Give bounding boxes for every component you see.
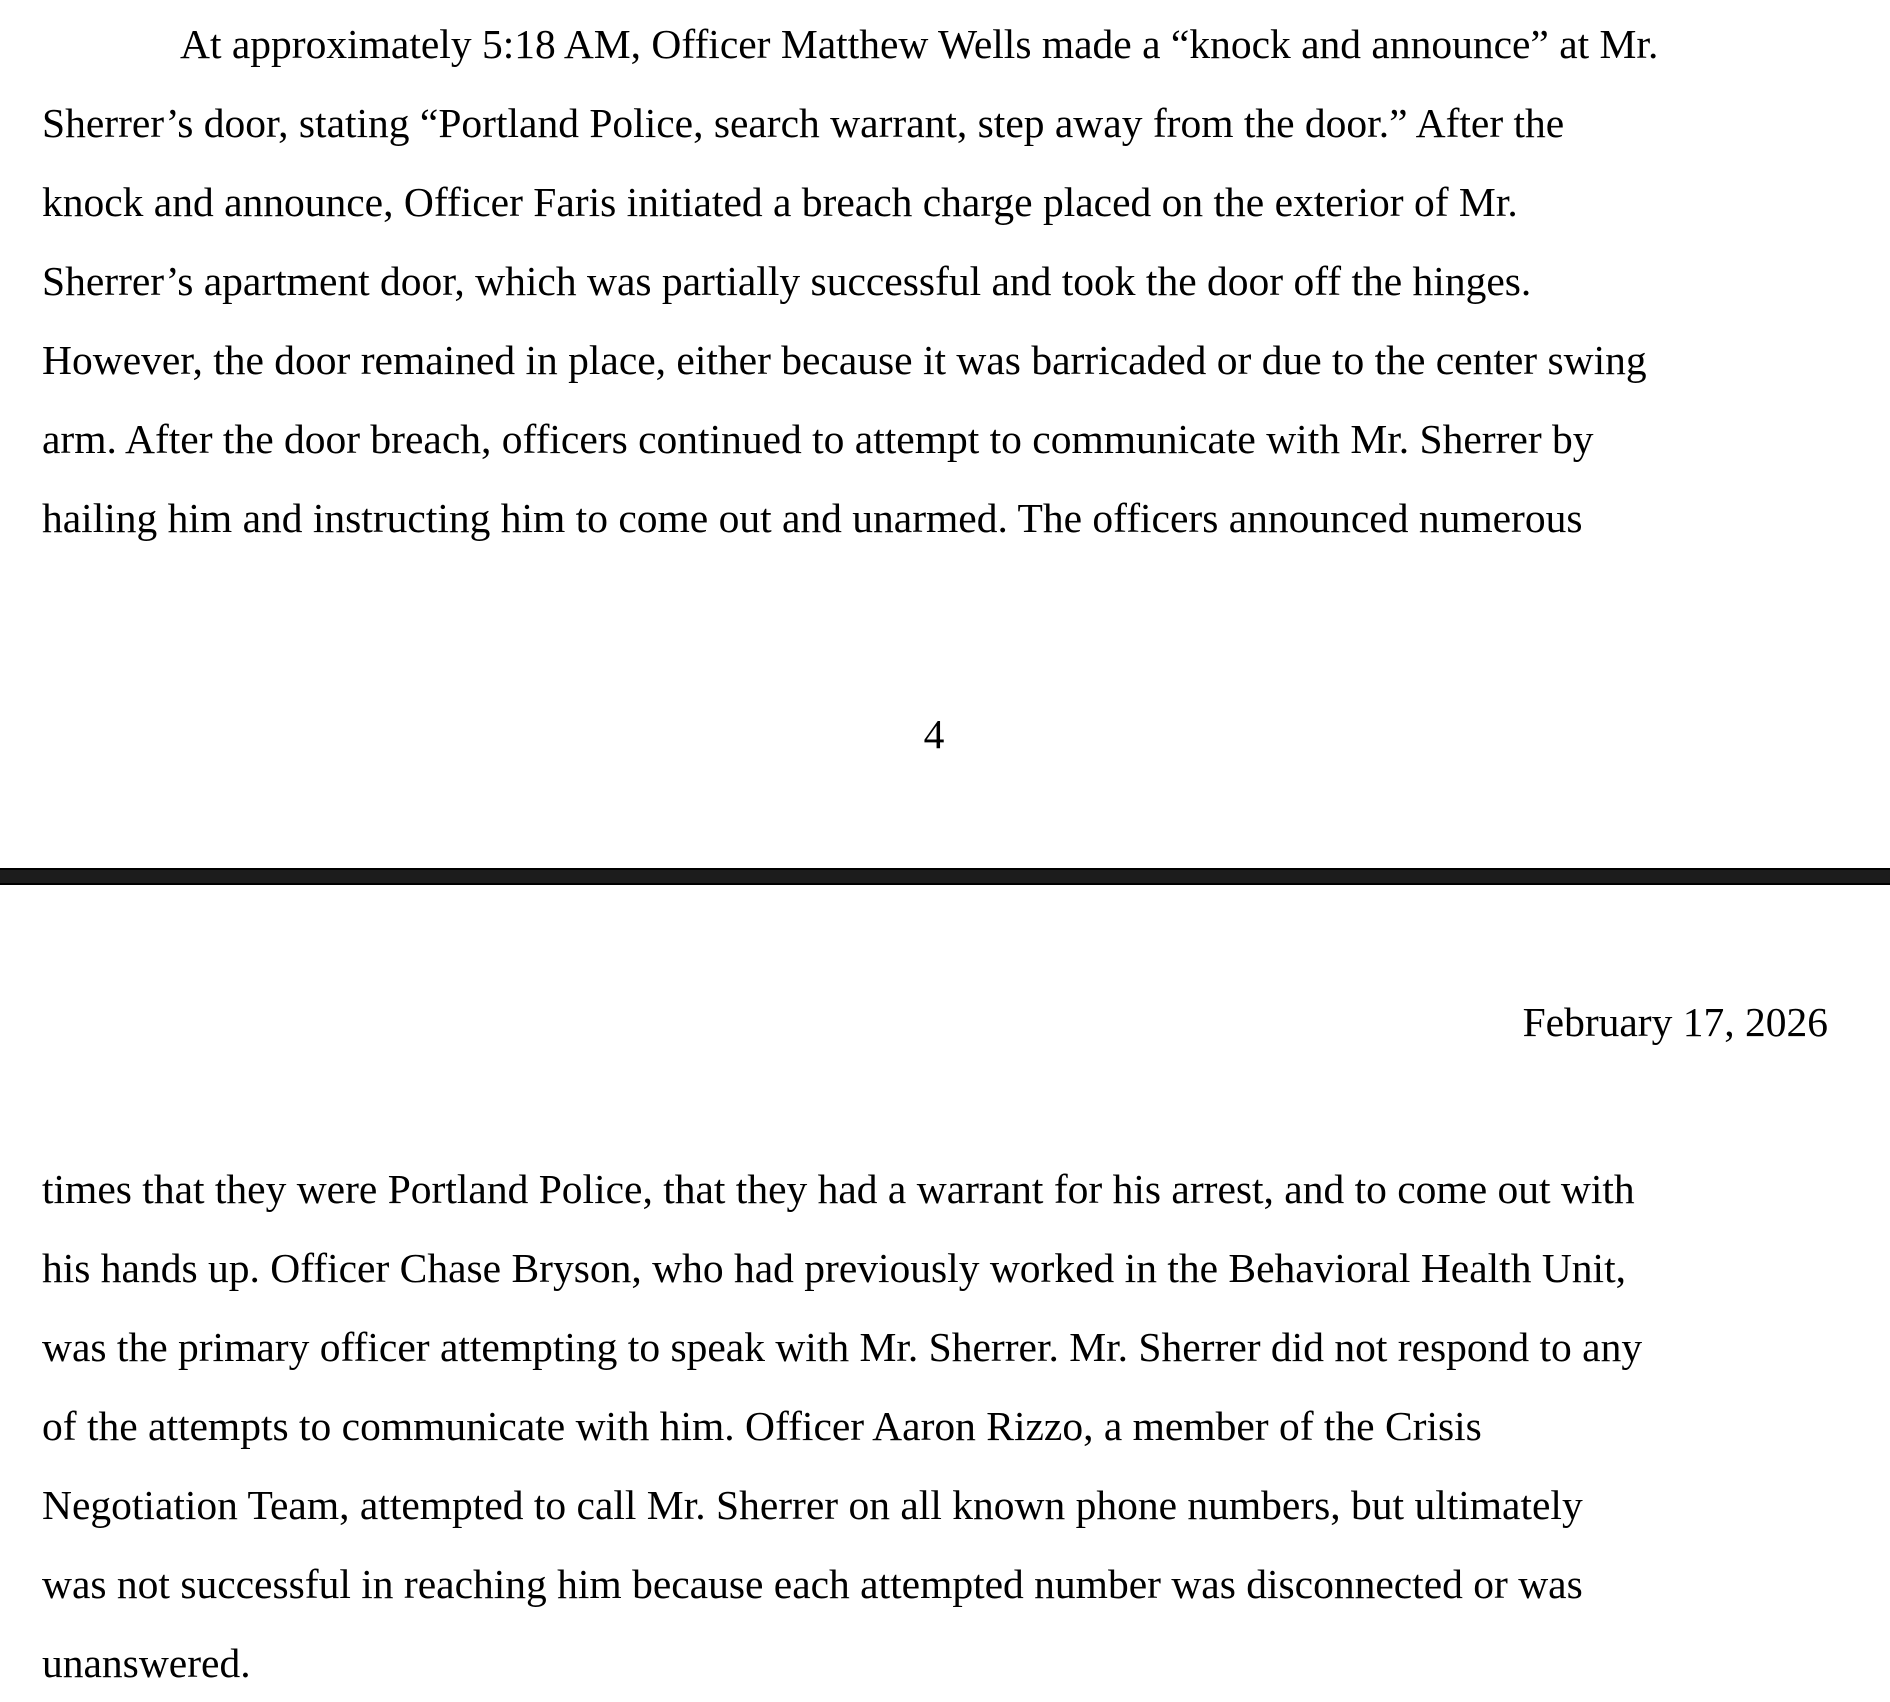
page-divider	[0, 868, 1890, 885]
paragraph-line: Sherrer’s apartment door, which was partially successful and took the door off the hinges.	[42, 258, 1532, 304]
paragraph-line: At approximately 5:18 AM, Officer Matthew Wells made a “knock and announce” at Mr.	[180, 21, 1659, 67]
paragraph-line: knock and announce, Officer Faris initiated a breach charge placed on the exterior of Mr.	[42, 179, 1518, 225]
paragraph-line: times that they were Portland Police, that they had a warrant for his arrest, and to come out with	[42, 1166, 1635, 1212]
paragraph-line: arm. After the door breach, officers continued to attempt to communicate with Mr. Sherrer by	[42, 416, 1594, 462]
paragraph-line: However, the door remained in place, either because it was barricaded or due to the center swing	[42, 337, 1647, 383]
paragraph-line: hailing him and instructing him to come out and unarmed. The officers announced numerous	[42, 495, 1583, 541]
page-number: 4	[923, 711, 945, 757]
paragraph-line: was not successful in reaching him because each attempted number was disconnected or was	[42, 1561, 1583, 1607]
paragraph-line: unanswered.	[42, 1640, 251, 1686]
header-date: February 17, 2026	[1522, 999, 1828, 1045]
paragraph-line: was the primary officer attempting to speak with Mr. Sherrer. Mr. Sherrer did not respond to any	[42, 1324, 1643, 1370]
paragraph-line: Negotiation Team, attempted to call Mr. Sherrer on all known phone numbers, but ultimately	[42, 1482, 1583, 1528]
paragraph-line: Sherrer’s door, stating “Portland Police, search warrant, step away from the door.” After the	[42, 100, 1565, 146]
paragraph-line: his hands up. Officer Chase Bryson, who had previously worked in the Behavioral Health Unit,	[42, 1245, 1626, 1291]
paragraph-line: of the attempts to communicate with him. Officer Aaron Rizzo, a member of the Crisis	[42, 1403, 1482, 1449]
